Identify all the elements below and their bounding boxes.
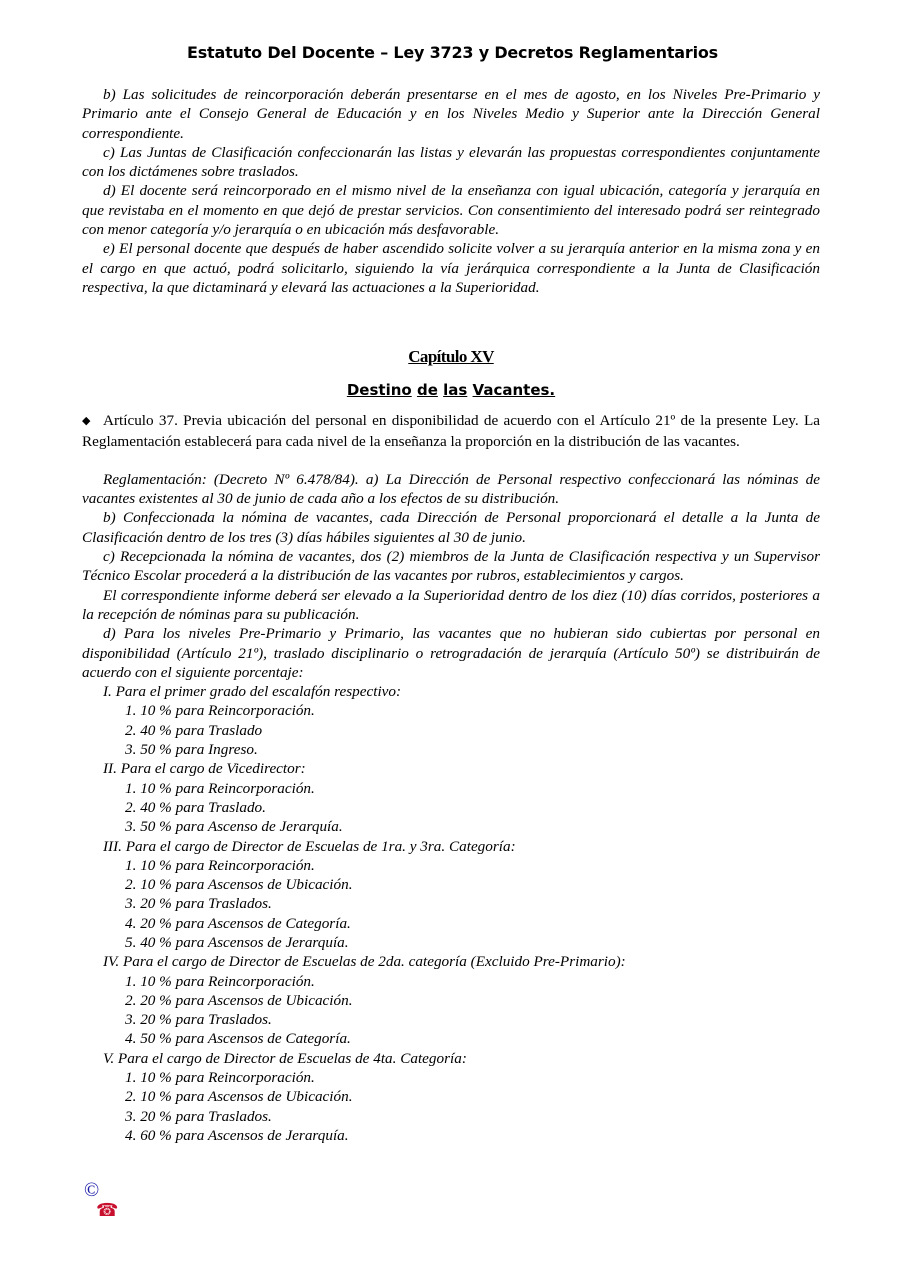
copyright-icon: © xyxy=(84,1179,100,1201)
article-37-text: Artículo 37. Previa ubicación del personal en disponibilidad de acuerdo con el Artículo 21º de la presente Ley. La Reglamentación establecerá para cada nivel de la enseñanza la proporción en la distribución de las vacantes. xyxy=(82,412,820,450)
paragraph-d: d) El docente será reincorporado en el mismo nivel de la enseñanza con igual ubicación, categoría y jerarquía en que revistaba en el momento en que dejó de prestar servicios. Con consentimiento del interesado podrá ser reintegrado con menor categoría y/o jerarquía o en ubicación más desfavorable. xyxy=(82,182,820,239)
group-heading: I. Para el primer grado del escalafón respectivo: xyxy=(103,683,402,701)
reglamentacion-d: d) Para los niveles Pre-Primario y Primario, las vacantes que no hubieran sido cubiertas por personal en disponibilidad (Artículo 21º), traslado disciplinario o retrogradación de jerarquía (Artículo 50º) se distribuirán de acuerdo con el siguiente porcentaje: xyxy=(82,625,820,681)
percentage-list xyxy=(82,682,820,1145)
paragraph-e: e) El personal docente que después de haber ascendido solicite volver a su jerarquía anterior en la misma zona y en el cargo en que actuó, podrá solicitarlo, siguiendo la vía jerárquica correspondiente a la Junta de Clasificación respectiva, la que dictaminará y elevará las actuaciones a la Superioridad. xyxy=(82,240,820,296)
list-item: 2. 40 % para Traslado xyxy=(125,721,263,739)
subtitle-word: las xyxy=(443,381,468,400)
group-heading: V. Para el cargo de Director de Escuelas de 4ta. Categoría: xyxy=(103,1049,467,1067)
list-item: 2. 40 % para Traslado. xyxy=(125,798,266,816)
phone-icon: ☎ xyxy=(96,1200,119,1220)
list-item: 3. 50 % para Ascenso de Jerarquía. xyxy=(125,818,343,836)
list-item: 3. 20 % para Traslados. xyxy=(125,1107,272,1125)
list-item: 3. 50 % para Ingreso. xyxy=(125,741,258,759)
reglamentacion-b: b) Confeccionada la nómina de vacantes, cada Dirección de Personal proporcionará el detalle a la Junta de Clasificación dentro de los tres (3) días hábiles siguientes al 30 de junio. xyxy=(82,509,820,546)
list-item: 1. 10 % para Reincorporación. xyxy=(125,702,315,720)
page-footer xyxy=(84,1180,118,1220)
article-37 xyxy=(82,411,820,451)
list-item: 4. 20 % para Ascensos de Categoría. xyxy=(125,914,351,932)
chapter-subtitle xyxy=(82,375,820,411)
list-item: 4. 60 % para Ascensos de Jerarquía. xyxy=(125,1126,349,1144)
reglamentacion-c: c) Recepcionada la nómina de vacantes, dos (2) miembros de la Junta de Clasificación respectiva y un Supervisor Técnico Escolar procederá a la distribución de las vacantes por rubros, establecimientos y cargos. xyxy=(82,548,820,585)
list-item: 1. 10 % para Reincorporación. xyxy=(125,856,315,874)
group-heading: III. Para el cargo de Director de Escuelas de 1ra. y 3ra. Categoría: xyxy=(103,837,516,855)
list-item: 3. 20 % para Traslados. xyxy=(125,895,272,913)
list-item: 4. 50 % para Ascensos de Categoría. xyxy=(125,1030,351,1048)
list-item: 2. 10 % para Ascensos de Ubicación. xyxy=(125,876,353,894)
subtitle-word: de xyxy=(416,381,438,400)
subtitle-word: Destino xyxy=(346,381,412,400)
list-item: 1. 10 % para Reincorporación. xyxy=(125,972,315,990)
page-header-title: Estatuto Del Docente – Ley 3723 y Decretos Reglamentarios xyxy=(187,43,718,62)
reglamentacion-informe: El correspondiente informe deberá ser elevado a la Superioridad dentro de los diez (10) días corridos, posteriores a la recepción de nóminas para su publicación. xyxy=(82,586,820,623)
chapter-title: Capítulo XV xyxy=(408,347,494,367)
list-item: 2. 20 % para Ascensos de Ubicación. xyxy=(125,991,353,1009)
subtitle-word: Vacantes. xyxy=(472,381,556,400)
list-item: 3. 20 % para Traslados. xyxy=(125,1011,272,1029)
list-item: 2. 10 % para Ascensos de Ubicación. xyxy=(125,1088,353,1106)
diamond-bullet-icon: ◆ xyxy=(82,415,91,428)
document-body xyxy=(82,85,820,1145)
spacer xyxy=(82,451,820,470)
group-heading: II. Para el cargo de Vicedirector: xyxy=(103,760,306,778)
paragraph-c: c) Las Juntas de Clasificación confeccionarán las listas y elevarán las propuestas correspondientes conjuntamente con los dictámenes sobre traslados. xyxy=(82,143,820,181)
list-item: 5. 40 % para Ascensos de Jerarquía. xyxy=(125,933,349,951)
reglamentacion-a: Reglamentación: (Decreto Nº 6.478/84). a) La Dirección de Personal respectivo confeccionará las nóminas de vacantes existentes al 30 de junio de cada año a los efectos de su distribución. xyxy=(82,470,820,508)
group-heading: IV. Para el cargo de Director de Escuelas de 2da. categoría (Excluido Pre-Primario): xyxy=(103,953,626,971)
paragraph-b: b) Las solicitudes de reincorporación deberán presentarse en el mes de agosto, en los Niveles Pre-Primario y Primario ante el Consejo General de Educación y en los Niveles Medio y Superior ante la Dirección General correspondiente. xyxy=(82,86,820,142)
list-item: 1. 10 % para Reincorporación. xyxy=(125,779,315,797)
list-item: 1. 10 % para Reincorporación. xyxy=(125,1069,315,1087)
spacer xyxy=(82,297,820,339)
